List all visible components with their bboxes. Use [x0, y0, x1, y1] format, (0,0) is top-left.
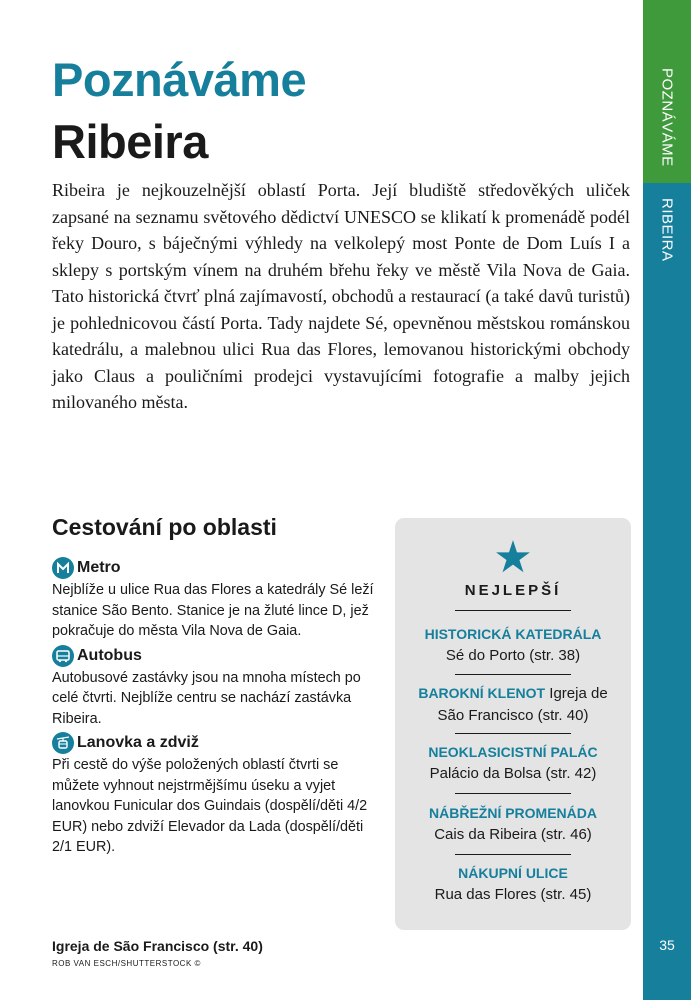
highlight-item	[395, 682, 631, 727]
metro-icon	[52, 557, 74, 579]
travel-item-title: Metro	[77, 559, 121, 576]
highlight-text: Cais da Ribeira (str. 46)	[434, 826, 592, 843]
highlight-item	[395, 623, 631, 667]
highlight-label: NÁKUPNÍ ULICE	[458, 865, 568, 881]
page-title-line1: Poznáváme	[52, 53, 307, 106]
divider	[455, 733, 571, 734]
star-icon: ★	[493, 533, 533, 582]
divider	[455, 854, 571, 855]
highlight-item	[395, 862, 631, 906]
travel-heading: Cestování po oblasti	[52, 514, 277, 540]
section-label: POZNÁVÁME	[658, 68, 676, 167]
travel-item-title: Autobus	[77, 646, 142, 664]
travel-item-title: Lanovka a zdviž	[77, 734, 199, 751]
page-number: 35	[659, 937, 675, 953]
highlight-text: Sé do Porto (str. 38)	[445, 647, 581, 664]
travel-section	[52, 557, 382, 861]
page-title-line2: Ribeira	[52, 115, 208, 168]
highlight-label: NÁBŘEŽNÍ PROMENÁDA	[429, 805, 597, 821]
divider	[455, 793, 571, 794]
side-tab	[643, 0, 691, 1000]
divider	[455, 674, 571, 675]
divider	[455, 610, 571, 611]
highlight-text: Rua das Flores (str. 45)	[434, 886, 592, 903]
cable-car-icon	[52, 732, 74, 754]
highlight-text: Palácio da Bolsa (str. 42)	[429, 765, 597, 782]
area-tab	[643, 183, 691, 1000]
highlight-item	[395, 802, 631, 846]
highlight-text: São Francisco (str. 40)	[437, 707, 589, 724]
travel-item-text: Autobusové zastávky jsou na mnoha místech po celé čtvrti. Nejblíže centru se nachází zastávka Ribeira.	[52, 669, 361, 727]
travel-item-bus	[52, 645, 382, 730]
bus-icon	[52, 645, 74, 667]
highlight-text-inline: Igreja de	[549, 685, 608, 702]
travel-item-metro	[52, 557, 382, 642]
highlight-label: NEOKLASICISTNÍ PALÁC	[428, 744, 598, 760]
travel-item-text: Při cestě do výše položených oblastí čtvrti se můžete vyhnout nejstrmějšímu úseku a vyjet lanovkou Funicular dos Guindais (dospělí/děti 4/2 EUR) nebo zdviží Elevador da Lada (dospělí/děti 2/1 EUR).	[52, 757, 368, 855]
travel-item-text: Nejblíže u ulice Rua das Flores a katedrály Sé leží stanice São Bento. Stanice je na žluté lince D, jež pokračuje do města Vila Nova de Gaia.	[52, 582, 374, 639]
intro-paragraph: Ribeira je nejkouzelnější oblastí Porta. Její bludiště středověkých uliček zapsané na seznamu světového dědictví UNESCO se klikatí k promenádě podél řeky Douro, s báječnými výhledy na velkolepý most Ponte de Dom Luís I a sklepy s portským vínem na druhém břehu řeky ve městě Vila Nova de Gaia. Tato historická čtvrť plná zajímavostí, obchodů a restaurací (a také davů turistů) je pohlednicovou částí Porta. Tady najdete Sé, opevněnou městskou románskou katedrálu, a malebnou ulici Rua das Flores, lemovanou historickými obchody jako Claus a pouličními prodejci vystavujícími fotografie a malby jejich milovaného města.	[52, 180, 630, 412]
highlight-item	[395, 741, 631, 785]
area-label: RIBEIRA	[658, 198, 676, 262]
highlight-label: BAROKNÍ KLENOT	[418, 685, 546, 701]
highlight-label: HISTORICKÁ KATEDRÁLA	[424, 626, 602, 642]
highlights-title: NEJLEPŠÍ	[464, 582, 562, 599]
highlights-box	[395, 518, 631, 930]
photo-credit: ROB VAN ESCH/SHUTTERSTOCK ©	[52, 959, 201, 968]
photo-caption: Igreja de São Francisco (str. 40)	[52, 938, 263, 954]
travel-item-cable-car	[52, 732, 382, 858]
